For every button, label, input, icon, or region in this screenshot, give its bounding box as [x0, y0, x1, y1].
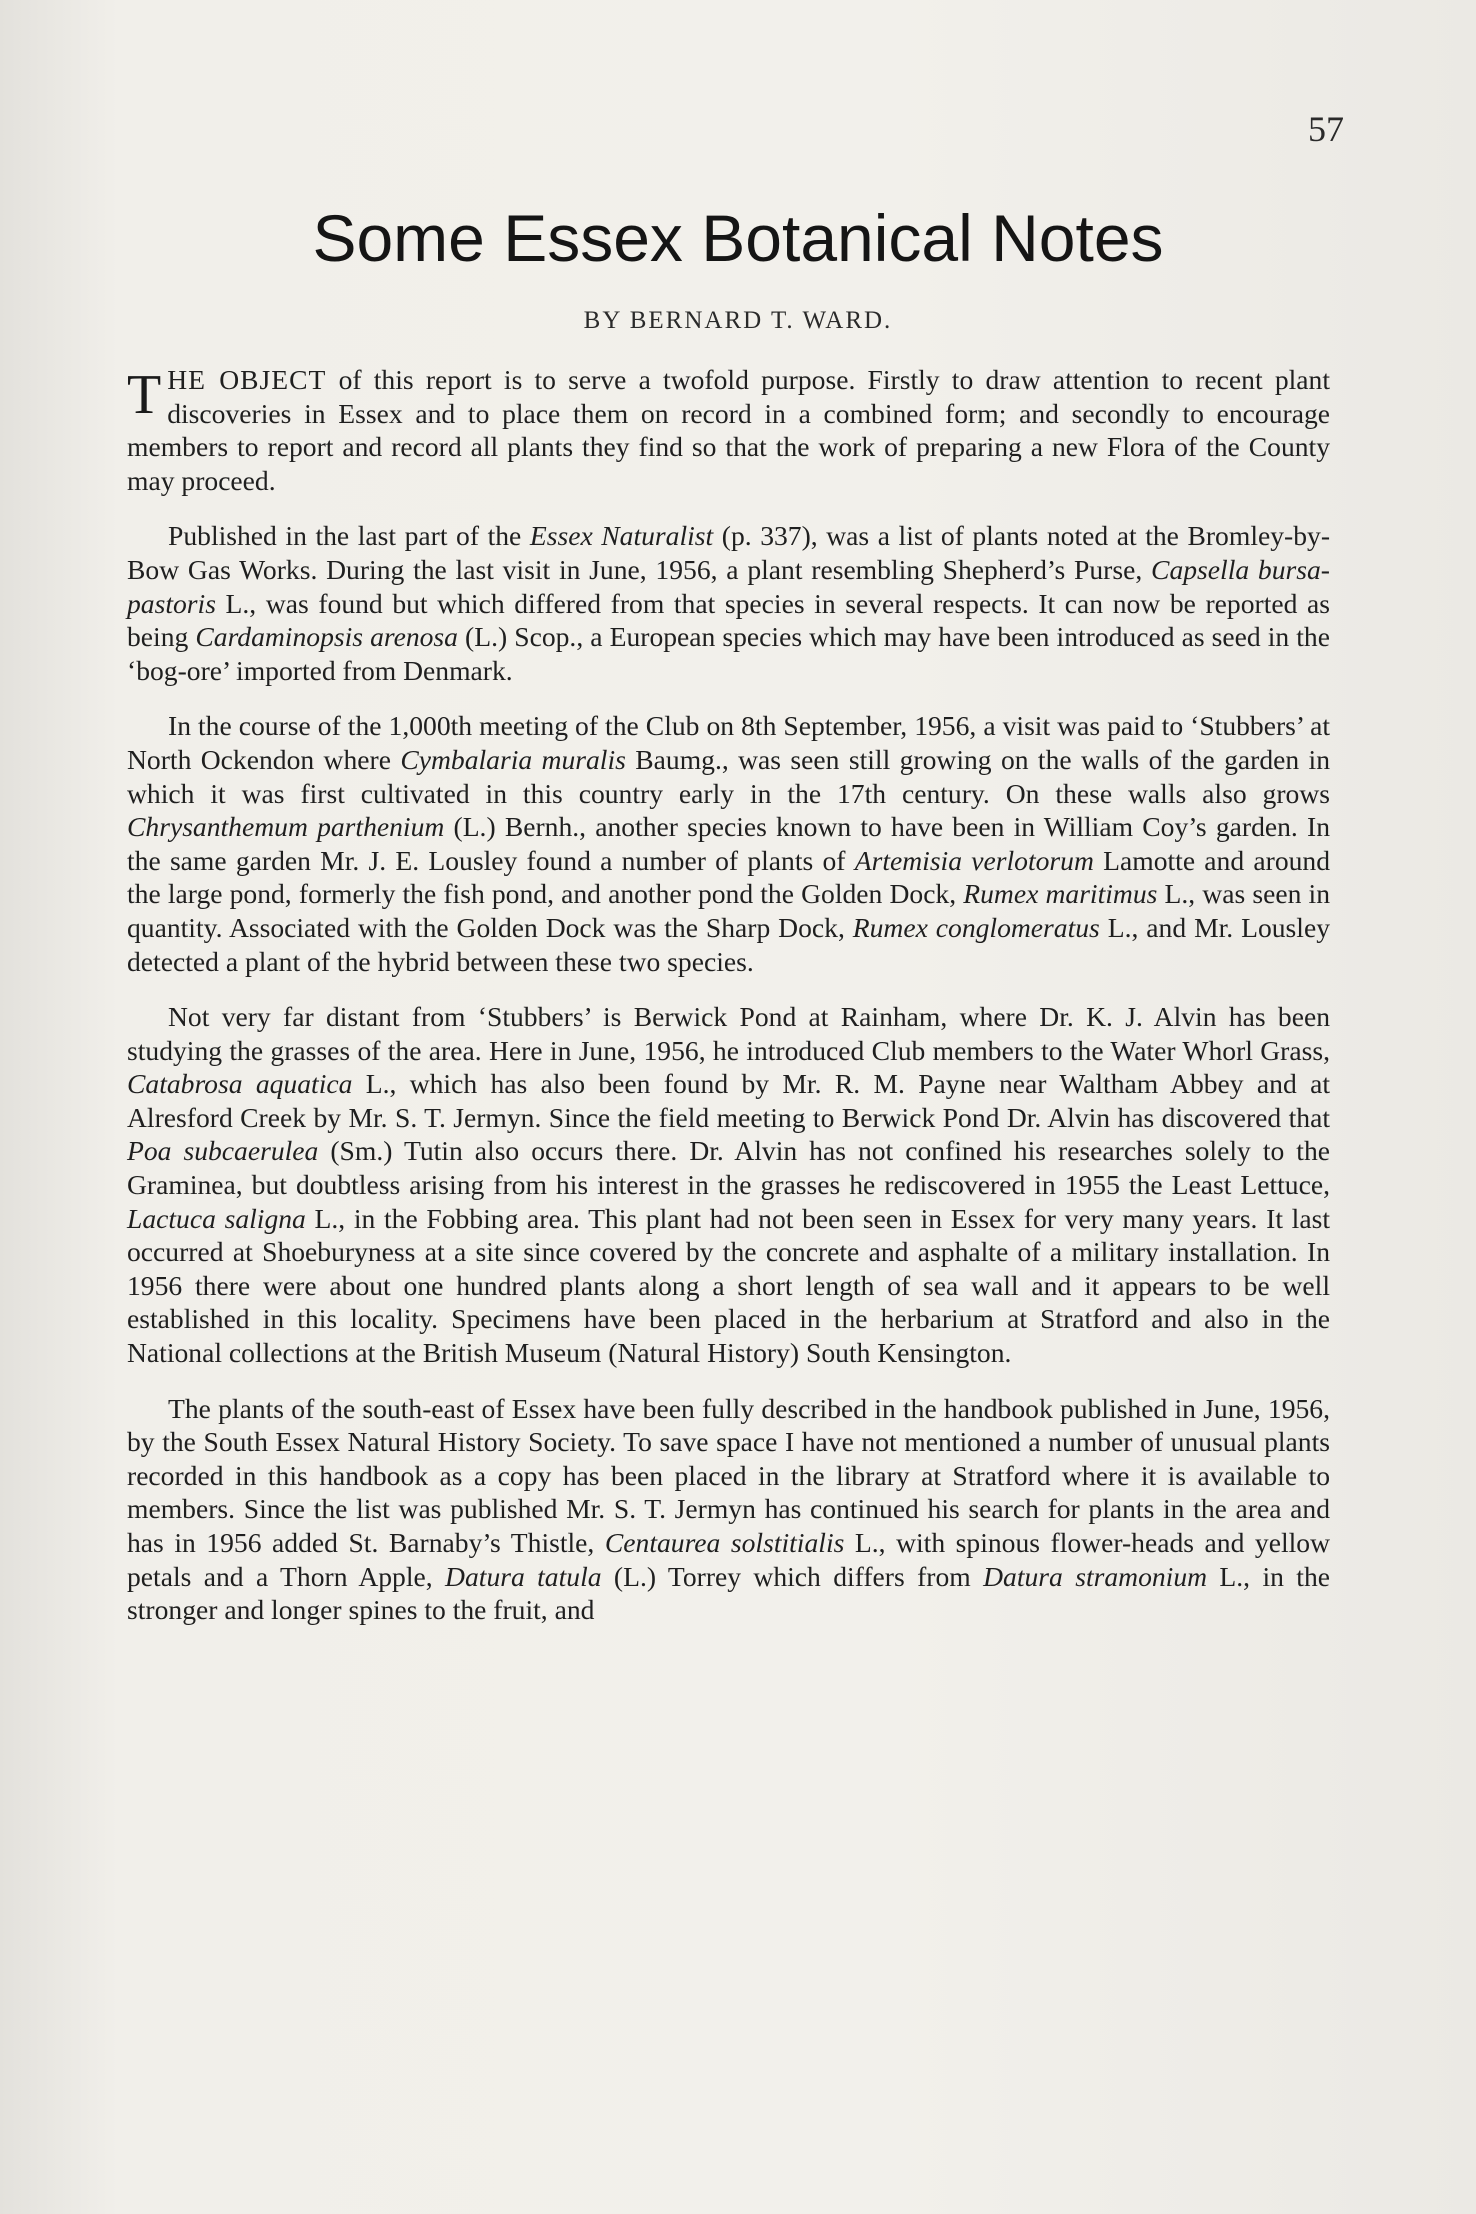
- paragraph-3-part-4: Lamotte and around the large pond, formerly the fish pond, and another pond the Golden Dock,: [127, 844, 1331, 910]
- paragraph-2-part-1: Published in the last part of the: [168, 520, 530, 552]
- paragraph-1-text: of this report is to serve a twofold purpose. Firstly to draw attention to recent plant discoveries in Essex and to place them on record in a combined form; and secondly to encourage members to report and record all plants they find so that the work of preparing a new Flora of the County may proceed.: [127, 364, 1330, 496]
- species-name: Rumex maritimus: [963, 878, 1158, 910]
- article-title: Some Essex Botanical Notes: [312, 201, 1164, 275]
- paragraph-4: [127, 1000, 1330, 1370]
- species-name: Datura stramonium: [983, 1560, 1208, 1592]
- species-name: Lactuca saligna: [127, 1202, 306, 1234]
- paragraph-3-part-5: L., was seen in quantity. Associated with the Golden Dock was the Sharp Dock,: [127, 878, 1330, 943]
- paragraph-5: [127, 1392, 1330, 1627]
- paragraph-3-part-1: In the course of the 1,000th meeting of the Club on 8th September, 1956, a visit was paid to ‘Stubbers’ at North Ockendon where: [127, 710, 1330, 775]
- paragraph-2-part-3: L., was found but which differed from that species in several respects. It can now be reported as being: [127, 587, 1330, 653]
- paragraph-2-part-4: (L.) Scop., a European species which may have been introduced as seed in the ‘bog-ore’ imported from Denmark.: [127, 621, 1330, 686]
- paragraph-3: [127, 709, 1330, 978]
- drop-cap: T: [127, 364, 162, 426]
- article-body: [127, 363, 1330, 1627]
- paragraph-5-part-1: The plants of the south-east of Essex have been fully described in the handbook published in June, 1956, by the South Essex Natural History Society. To save space I have not mentioned a number of unusual plants recorded in this handbook as a copy has been placed in the library at Stratford where it is available to members. Since the list was published Mr. S. T. Jermyn has continued his search for plants in the area and has in 1956 added St. Barnaby’s Thistle,: [127, 1392, 1330, 1558]
- paragraph-4-part-3: (Sm.) Tutin also occurs there. Dr. Alvin has not confined his researches solely to the Graminea, but doubtless arising from his interest in the grasses he rediscovered in 1955 the Least Lettuce,: [127, 1135, 1331, 1201]
- paragraph-3-part-3: (L.) Bernh., another species known to have been in William Coy’s garden. In the same garden Mr. J. E. Lousley found a number of plants of: [127, 811, 1330, 876]
- species-name: Chrysanthemum parthenium: [127, 811, 445, 843]
- species-name: Catabrosa aquatica: [127, 1068, 353, 1100]
- species-name: Capsella bursa-pastoris: [127, 553, 1330, 619]
- paragraph-2: [127, 519, 1330, 687]
- species-name: Poa subcaerulea: [127, 1135, 319, 1167]
- paragraph-1: [127, 363, 1330, 497]
- paragraph-4-part-1: Not very far distant from ‘Stubbers’ is Berwick Pond at Rainham, where Dr. K. J. Alvin has been studying the grasses of the area. Here in June, 1956, he introduced Club members to the Water Whorl Grass,: [127, 1001, 1330, 1066]
- paragraph-1-smallcaps: HE OBJECT: [167, 364, 327, 395]
- paragraph-4-part-4: L., in the Fobbing area. This plant had not been seen in Essex for very many years. It last occurred at Shoeburyness at a site since covered by the concrete and asphalte of a military installation. In 1956 there were about one hundred plants along a short length of sea wall and it appears to be well established in this locality. Specimens have been placed in the herbarium at Stratford and also in the National collections at the British Museum (Natural History) South Kensington.: [127, 1202, 1330, 1369]
- species-name: Artemisia verlotorum: [854, 844, 1094, 876]
- paragraph-4-part-2: L., which has also been found by Mr. R. M. Payne near Waltham Abbey and at Alresford Creek by Mr. S. T. Jermyn. Since the field meeting to Berwick Pond Dr. Alvin has discovered that: [127, 1068, 1330, 1133]
- paragraph-5-part-4: L., in the stronger and longer spines to the fruit, and: [127, 1560, 1330, 1626]
- paragraph-3-part-2: Baumg., was seen still growing on the walls of the garden in which it was first cultivated in this country early in the 17th century. On these walls also grows: [127, 743, 1330, 809]
- paragraph-3-part-6: L., and Mr. Lousley detected a plant of the hybrid between these two species.: [127, 911, 1330, 977]
- species-name: Datura tatula: [445, 1560, 602, 1592]
- paragraph-5-part-3: (L.) Torrey which differs from: [601, 1560, 984, 1592]
- species-name: Rumex conglomeratus: [852, 911, 1100, 943]
- paragraph-2-part-2: (p. 337), was a list of plants noted at the Bromley-by-Bow Gas Works. During the last visit in June, 1956, a plant resembling Shepherd’s Purse,: [127, 520, 1331, 585]
- paragraph-5-part-2: L., with spinous flower-heads and yellow petals and a Thorn Apple,: [127, 1527, 1331, 1592]
- species-name: Cymbalaria muralis: [400, 743, 626, 775]
- species-name: Cardaminopsis arenosa: [195, 621, 458, 653]
- journal-name: Essex Naturalist: [529, 520, 722, 552]
- author-byline: BY BERNARD T. WARD.: [583, 307, 893, 334]
- page-number: 57: [1308, 109, 1344, 149]
- species-name: Centaurea solstitialis: [604, 1527, 845, 1558]
